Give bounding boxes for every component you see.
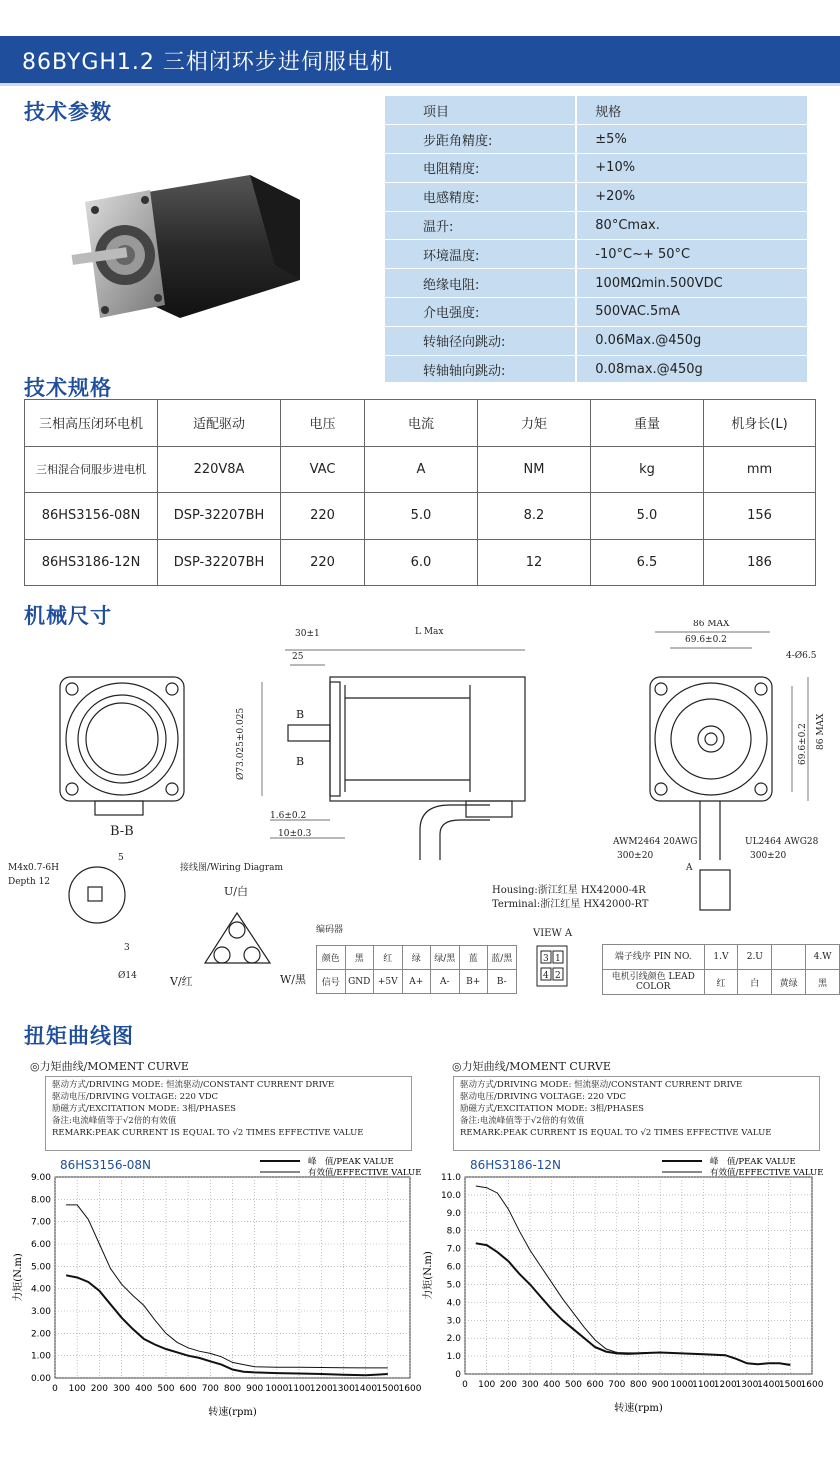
encoder-cell: 蓝 [459,946,488,970]
encoder-title: 编码器 [316,925,344,935]
legend-label: 峰 值/PEAK VALUE [710,1157,796,1167]
y-tick-label: 11.0 [440,1173,461,1183]
y-tick-label: 0.00 [30,1374,51,1384]
series-line [66,1275,388,1375]
y-tick-label: 6.00 [30,1240,51,1250]
pin-4: 4 [543,971,549,981]
y-tick-label: 9.0 [446,1208,461,1219]
cable-ul: UL2464 AWG28 [745,837,819,847]
color-cell: 黑 [806,970,840,995]
y-axis-label: 力矩(N.m) [423,1251,434,1300]
info-line: REMARK:PEAK CURRENT IS EQUAL TO √2 TIMES EFFECTIVE VALUE [52,1128,364,1138]
color-cell: 红 [704,970,738,995]
section-tech-specs: 技术规格 [24,376,112,400]
spec-cell: A [365,446,478,493]
y-tick-label: 5.0 [446,1280,461,1291]
pin-cell: 1.V [704,945,738,970]
y-tick-label: 2.00 [30,1329,51,1340]
bb-label: B-B [110,824,134,839]
x-tick-label: 500 [157,1384,175,1394]
x-tick-label: 1400 [354,1384,378,1394]
param-value: +20% [576,182,807,211]
param-value: 500VAC.5mA [576,298,807,327]
dim-10: 10±0.3 [278,829,312,839]
spec-cell: 220 [281,539,365,586]
wiring-title: 接线图/Wiring Diagram [180,863,284,873]
x-tick-label: 300 [112,1384,131,1394]
x-tick-label: 400 [135,1384,153,1394]
encoder-cell: 蓝/黑 [488,946,517,970]
encoder-cell: 绿 [402,946,431,970]
x-tick-label: 1500 [778,1380,802,1390]
pin-1: 1 [555,954,561,964]
plot-frame [465,1177,812,1374]
cable-ul-len: 300±20 [750,851,787,861]
param-key: 转轴轴向跳动: [385,355,576,384]
x-tick-label: 800 [629,1380,648,1390]
spec-header: 重量 [591,400,704,447]
legend-label: 有效值/EFFECTIVE VALUE [710,1168,824,1178]
param-table [385,96,807,382]
y-tick-label: 1.0 [446,1352,461,1363]
encoder-cell: A- [431,970,460,994]
param-value: +10% [576,154,807,183]
x-tick-label: 1000 [670,1380,694,1390]
param-value: 80°Cmax. [576,211,807,240]
phase-v: V/红 [170,975,193,988]
info-line: REMARK:PEAK CURRENT IS EQUAL TO √2 TIMES EFFECTIVE VALUE [460,1128,772,1138]
section-mech-dims: 机械尺寸 [24,604,112,628]
y-tick-label: 0 [455,1370,461,1380]
spec-table [24,399,816,586]
y-tick-label: 5.00 [30,1262,51,1273]
section-b-top: B [296,708,305,721]
connector-icon [537,946,567,986]
chart-title: 86HS3186-12N [470,1158,562,1172]
thread-text: M4x0.7-6H [8,863,59,873]
x-tick-label: 300 [521,1380,539,1390]
dim-86max-v: 86 MAX [816,713,826,750]
param-value: -10°C~+ 50°C [576,240,807,269]
dim-3: 3 [124,943,130,953]
info-line: 励磁方式/EXCITATION MODE: 3相/PHASES [460,1104,644,1114]
info-line: 励磁方式/EXCITATION MODE: 3相/PHASES [52,1104,236,1114]
curve-info-left [45,1076,412,1151]
spec-cell: 186 [704,539,816,586]
title-bar [0,36,840,86]
info-line: 备注:电流峰值等于√2倍的有效值 [52,1116,177,1126]
curve-info-right [453,1076,820,1151]
encoder-cell: B- [488,970,517,994]
dim-30: 30±1 [295,629,320,639]
x-tick-label: 1300 [735,1380,759,1390]
phase-w: W/黑 [280,973,307,986]
x-tick-label: 1100 [692,1380,716,1390]
dim-25: 25 [292,652,304,662]
spec-cell: 6.0 [365,539,478,586]
dim-69-6: 69.6±0.2 [685,635,727,645]
y-tick-label: 9.00 [30,1173,51,1183]
color-cell: 黄绿 [772,970,806,995]
y-tick-label: 2.0 [446,1334,461,1345]
x-tick-label: 1600 [800,1380,824,1390]
curve-title-right: ◎力矩曲线/MOMENT CURVE [452,1060,611,1073]
param-key: 环境温度: [385,240,576,269]
pin-cell [772,945,806,970]
section-torque: 扭矩曲线图 [24,1024,134,1048]
dim-1-6: 1.6±0.2 [270,811,307,821]
page-title: 86BYGH1.2 三相闭环步进伺服电机 [22,50,393,75]
pin-3: 3 [543,954,549,964]
x-tick-label: 1400 [757,1380,781,1390]
y-tick-label: 1.00 [30,1351,51,1362]
view-a-label: VIEW A [533,928,573,939]
dim-holes: 4-Ø6.5 [786,651,817,661]
spec-cell: 12 [478,539,591,586]
param-key: 步距角精度: [385,125,576,154]
pin-header: 端子线序 PIN NO. [603,945,705,970]
spec-cell: DSP-32207BH [158,493,281,540]
section-tech-params: 技术参数 [24,100,112,124]
dim-5: 5 [118,853,124,863]
spec-cell: 5.0 [365,493,478,540]
series-line [476,1243,791,1365]
y-tick-label: 3.0 [446,1316,461,1327]
housing-text: Housing:浙江红星 HX42000-4R [492,885,646,896]
encoder-cell: 红 [374,946,403,970]
spec-cell: 86HS3186-12N [25,539,158,586]
spec-header: 适配驱动 [158,400,281,447]
x-tick-label: 700 [608,1380,626,1390]
curve-title-left: ◎力矩曲线/MOMENT CURVE [30,1060,189,1073]
y-tick-label: 3.00 [30,1307,51,1317]
dim-lmax: L Max [415,627,444,637]
spec-header: 电流 [365,400,478,447]
color-cell: 白 [738,970,772,995]
param-key: 温升: [385,211,576,240]
phase-u: U/白 [224,885,248,898]
spec-header: 力矩 [478,400,591,447]
x-tick-label: 800 [223,1384,242,1394]
series-line [66,1205,388,1368]
encoder-cell: GND [345,970,374,994]
info-line: 驱动电压/DRIVING VOLTAGE: 220 VDC [52,1092,219,1102]
encoder-cell: +5V [374,970,403,994]
spec-cell: DSP-32207BH [158,539,281,586]
encoder-cell: B+ [459,970,488,994]
param-head-spec: 规格 [576,96,807,125]
y-tick-label: 10.0 [440,1190,461,1201]
y-tick-label: 7.00 [30,1217,51,1228]
info-line: 驱动电压/DRIVING VOLTAGE: 220 VDC [460,1092,627,1102]
section-b-bottom: B [296,755,305,768]
x-tick-label: 1600 [398,1384,422,1394]
x-tick-label: 600 [586,1380,604,1390]
pin-cell: 4.W [806,945,840,970]
encoder-cell: 黑 [345,946,374,970]
param-key: 绝缘电阻: [385,269,576,298]
encoder-cell: 绿/黑 [431,946,460,970]
x-tick-label: 100 [478,1380,496,1390]
y-tick-label: 4.00 [30,1284,51,1295]
y-tick-label: 4.0 [446,1298,461,1309]
spec-header: 电压 [281,400,365,447]
x-tick-label: 600 [179,1384,197,1394]
encoder-cell: A+ [402,970,431,994]
info-line: 驱动方式/DRIVING MODE: 恒流驱动/CONSTANT CURRENT DRIVE [460,1080,743,1090]
view-arrow-a: A [686,863,693,873]
spec-cell: NM [478,446,591,493]
info-line: 驱动方式/DRIVING MODE: 恒流驱动/CONSTANT CURRENT DRIVE [52,1080,335,1090]
param-key: 电感精度: [385,182,576,211]
param-key: 转轴径向跳动: [385,326,576,355]
pin-table [602,944,840,995]
x-tick-label: 1500 [376,1384,400,1394]
depth-text: Depth 12 [8,877,51,887]
legend-label: 有效值/EFFECTIVE VALUE [308,1168,422,1178]
param-value: 0.06Max.@450g [576,326,807,355]
spec-cell: 220V8A [158,446,281,493]
x-tick-label: 900 [246,1384,264,1394]
encoder-cell: 颜色 [317,946,346,970]
terminal-text: Terminal:浙江红星 HX42000-RT [492,899,649,910]
motor-photo [70,170,310,320]
param-value: 0.08max.@450g [576,355,807,384]
dim-dia73: Ø73.025±0.025 [236,707,246,780]
x-tick-label: 1300 [331,1384,355,1394]
x-tick-label: 200 [90,1384,108,1394]
x-tick-label: 400 [543,1380,561,1390]
param-value: 100MΩmin.500VDC [576,269,807,298]
param-key: 介电强度: [385,298,576,327]
x-tick-label: 1200 [309,1384,333,1394]
param-key: 电阻精度: [385,154,576,183]
x-axis-label: 转速(rpm) [208,1407,257,1418]
spec-cell: 156 [704,493,816,540]
x-tick-label: 500 [564,1380,583,1390]
cable-awm-len: 300±20 [617,851,654,861]
spec-cell: VAC [281,446,365,493]
dim-14: Ø14 [118,971,137,981]
encoder-cell: 信号 [317,970,346,994]
y-tick-label: 8.00 [30,1195,51,1206]
x-tick-label: 900 [651,1380,669,1390]
param-value: ±5% [576,125,807,154]
cable-awm: AWM2464 20AWG [613,837,698,847]
pin-cell: 2.U [738,945,772,970]
y-tick-label: 8.0 [446,1226,461,1237]
x-tick-label: 1200 [713,1380,737,1390]
spec-cell: mm [704,446,816,493]
chart-title: 86HS3156-08N [60,1158,152,1172]
spec-cell: 三相混合伺服步进电机 [25,446,158,493]
legend-label: 峰 值/PEAK VALUE [308,1157,394,1167]
x-tick-label: 100 [68,1384,86,1394]
x-axis-label: 转速(rpm) [614,1403,663,1414]
spec-header: 三相高压闭环电机 [25,400,158,447]
dim-86max: 86 MAX [693,620,730,629]
torque-charts [0,1150,840,1430]
param-head-item: 项目 [385,96,576,125]
pin-2: 2 [555,971,561,981]
spec-cell: 220 [281,493,365,540]
y-axis-label: 力矩(N.m) [13,1253,24,1302]
color-header: 电机引线颜色 LEAD COLOR [603,970,705,995]
x-tick-label: 0 [462,1380,468,1390]
spec-cell: 86HS3156-08N [25,493,158,540]
x-tick-label: 0 [52,1384,58,1394]
spec-header: 机身长(L) [704,400,816,447]
y-tick-label: 7.0 [446,1244,461,1255]
encoder-table [316,945,517,994]
x-tick-label: 700 [201,1384,219,1394]
y-tick-label: 6.0 [446,1262,461,1273]
x-tick-label: 1100 [287,1384,311,1394]
x-tick-label: 1000 [265,1384,289,1394]
spec-cell: 5.0 [591,493,704,540]
spec-cell: kg [591,446,704,493]
spec-cell: 8.2 [478,493,591,540]
x-tick-label: 200 [499,1380,517,1390]
info-line: 备注:电流峰值等于√2倍的有效值 [460,1116,585,1126]
dim-69-6-v: 69.6±0.2 [798,723,808,765]
spec-cell: 6.5 [591,539,704,586]
